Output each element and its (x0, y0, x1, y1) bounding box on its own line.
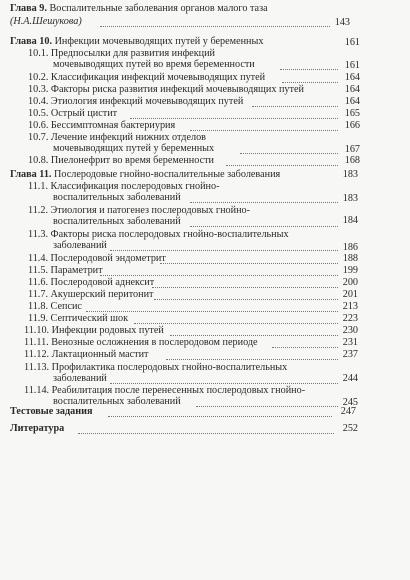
section-text: Лечение инфекций нижних отделов (50, 132, 206, 143)
page-number: 166 (344, 120, 360, 131)
leader-dots (100, 275, 338, 276)
leader-dots (86, 311, 338, 312)
section-text: Профилактика послеродовых гнойно-воспалительных (51, 362, 288, 373)
page-number: 223 (342, 313, 358, 324)
page-number: 237 (342, 349, 358, 360)
section-text: Параметрит (50, 265, 103, 276)
chapter-label: Глава 9. (10, 3, 47, 14)
leader-dots (280, 69, 338, 70)
section-number: 11.5. (28, 265, 48, 276)
section-text-cont: воспалительных заболеваний (53, 192, 181, 203)
section-text: Венозные осложнения в послеродовом периоде (51, 337, 258, 348)
section-text: Бессимптомная бактериурия (50, 120, 176, 131)
page-number: 252 (342, 423, 358, 434)
chapter-9-author: (Н.А.Шешукова) (10, 16, 82, 27)
page-number: 167 (344, 144, 360, 155)
section-text: Этиология инфекций мочевыводящих путей (50, 96, 244, 107)
page-number: 184 (342, 215, 358, 226)
page-number: 168 (344, 155, 360, 166)
leader-dots (110, 383, 338, 384)
leader-dots (154, 299, 338, 300)
section-number: 10.8. (28, 155, 49, 166)
section-text: Лактационный мастит (51, 349, 149, 360)
section-text: Пиелонефрит во время беременности (50, 155, 214, 166)
chapter-9-title (10, 3, 268, 15)
section-text: Предпосылки для развития инфекций (50, 48, 216, 59)
leader-dots (190, 130, 338, 131)
section-text: Факторы риска послеродовых гнойно-воспалительных (50, 229, 289, 240)
section-number: 11.14. (24, 385, 50, 396)
section-text: Этиология и патогенез послеродовых гнойно- (50, 205, 251, 216)
section-10-3 (28, 84, 304, 96)
section-text: Инфекции родовых путей (51, 325, 164, 336)
page-number: 164 (344, 84, 360, 95)
section-text-cont: воспалительных заболеваний (53, 216, 181, 227)
section-text-cont: воспалительных заболеваний (53, 396, 181, 407)
section-text: Факторы риска развития инфекций мочевыводящих путей (50, 84, 304, 95)
section-10-8 (28, 155, 214, 167)
literature-title: Литература (10, 423, 65, 434)
section-number: 11.4. (28, 253, 48, 264)
page-number: 186 (342, 242, 358, 253)
section-number: 10.7. (28, 132, 49, 143)
section-number: 11.9. (28, 313, 48, 324)
section-text: Классификация инфекций мочевыводящих путей (50, 72, 266, 83)
section-number: 11.13. (24, 362, 50, 373)
page-number: 244 (342, 373, 358, 384)
leader-dots (160, 263, 338, 264)
section-text: Острый цистит (50, 108, 118, 119)
page-number: 200 (342, 277, 358, 288)
chapter-11-title (10, 169, 280, 181)
section-text: Септический шок (50, 313, 129, 324)
section-number: 11.11. (24, 337, 49, 348)
section-number: 11.8. (28, 301, 48, 312)
section-number: 11.7. (28, 289, 48, 300)
leader-dots (240, 153, 338, 154)
chapter-10-title (10, 36, 263, 48)
section-number: 11.12. (24, 349, 50, 360)
section-number: 11.1. (28, 181, 48, 192)
page-number: 188 (342, 253, 358, 264)
section-text: Послеродовой аднексит (50, 277, 155, 288)
page-number: 247 (340, 406, 356, 417)
page-number: 199 (342, 265, 358, 276)
leader-dots (152, 287, 338, 288)
page-number: 201 (342, 289, 358, 300)
leader-dots (190, 226, 338, 227)
leader-dots (282, 82, 338, 83)
page-number: 165 (344, 108, 360, 119)
section-text-cont: мочевыводящих путей у беременных (53, 143, 215, 154)
section-10-2 (28, 72, 265, 84)
section-number: 10.1. (28, 48, 49, 59)
chapter-title-text: Инфекции мочевыводящих путей у беременных (54, 36, 264, 47)
page-number: 183 (342, 193, 358, 204)
leader-dots (170, 335, 338, 336)
leader-dots (226, 165, 338, 166)
section-text: Сепсис (50, 301, 82, 312)
chapter-title-text: Послеродовые гнойно-воспалительные заболевания (54, 169, 281, 180)
section-number: 10.6. (28, 120, 49, 131)
section-11-4 (28, 253, 166, 265)
leader-dots (110, 250, 338, 251)
section-10-4 (28, 96, 243, 108)
section-text-cont: заболеваний (53, 373, 107, 384)
section-text: Акушерский перитонит (50, 289, 154, 300)
leader-dots (166, 359, 338, 360)
leader-dots (190, 202, 338, 203)
page-number: 161 (344, 37, 360, 48)
leader-dots (252, 106, 338, 107)
section-11-11 (24, 337, 258, 349)
section-11-5 (28, 265, 103, 277)
section-number: 10.2. (28, 72, 49, 83)
section-number: 11.3. (28, 229, 48, 240)
page-number: 245 (342, 397, 358, 408)
page-number: 143 (334, 17, 350, 28)
page-number: 183 (342, 169, 358, 180)
chapter-label: Глава 10. (10, 36, 53, 47)
section-11-9 (28, 313, 128, 325)
page-number: 213 (342, 301, 358, 312)
leader-dots (78, 433, 334, 434)
section-11-12 (24, 349, 149, 361)
page-number: 164 (344, 72, 360, 83)
leader-dots (130, 118, 338, 119)
tests-title: Тестовые задания (10, 406, 93, 417)
page-number: 161 (344, 60, 360, 71)
section-text: Реабилитация после перенесенных послеродовых гнойно- (51, 385, 306, 396)
chapter-title-text: Воспалительные заболевания органов малого таза (49, 3, 268, 14)
section-number: 11.10. (24, 325, 50, 336)
section-number: 11.6. (28, 277, 48, 288)
leader-dots (272, 347, 338, 348)
section-11-8 (28, 301, 82, 313)
page-number: 231 (342, 337, 358, 348)
section-text-cont: мочевыводящих путей во время беременности (53, 59, 255, 70)
section-11-6 (28, 277, 154, 289)
section-text: Классификация послеродовых гнойно- (50, 181, 220, 192)
section-number: 10.4. (28, 96, 49, 107)
leader-dots (100, 26, 330, 27)
section-text-cont: заболеваний (53, 240, 107, 251)
section-11-7 (28, 289, 153, 301)
section-10-6 (28, 120, 175, 132)
section-11-10 (24, 325, 164, 337)
leader-dots (108, 416, 332, 417)
section-number: 11.2. (28, 205, 48, 216)
section-number: 10.3. (28, 84, 49, 95)
page-number: 164 (344, 96, 360, 107)
section-text: Послеродовой эндометрит (50, 253, 166, 264)
leader-dots (134, 323, 338, 324)
section-10-5 (28, 108, 117, 120)
page-number: 230 (342, 325, 358, 336)
section-number: 10.5. (28, 108, 49, 119)
leader-dots (196, 406, 338, 407)
chapter-label: Глава 11. (10, 169, 52, 180)
